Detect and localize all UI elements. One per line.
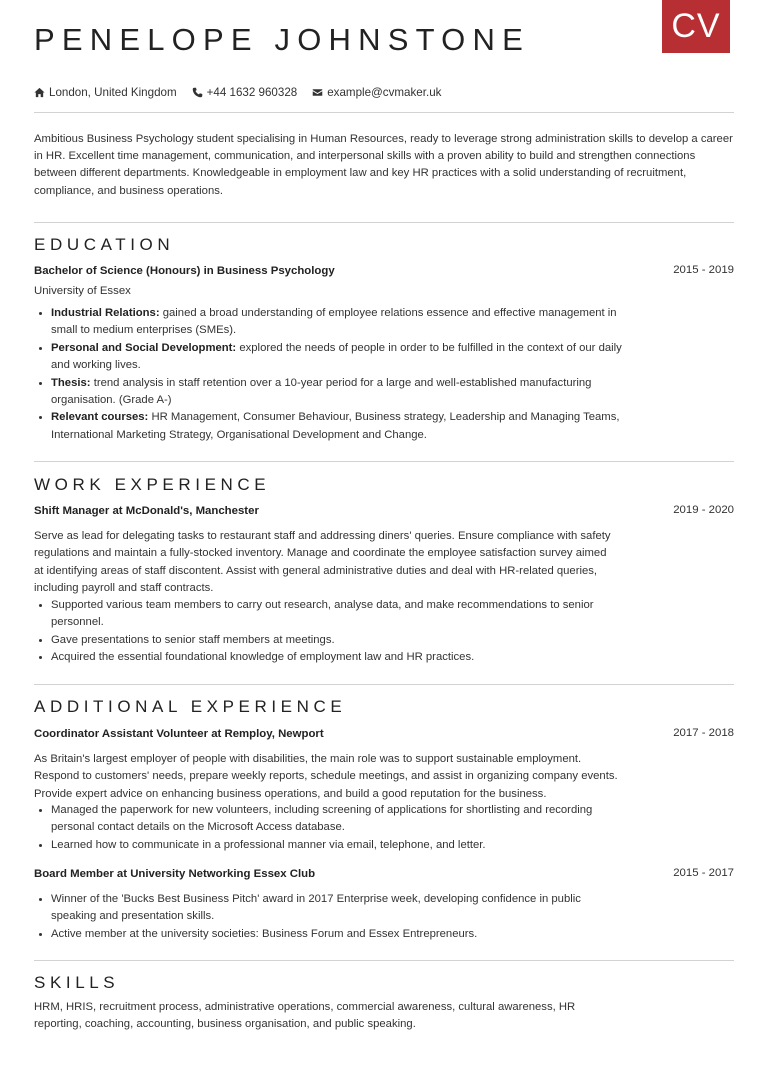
contact-phone-text: +44 1632 960328 <box>206 86 298 99</box>
list-item: • Thesis: trend analysis in staff retention over a 10-year period for a large and well-established manufacturing organisation. (Grade A-) <box>51 375 636 410</box>
volunteer-title: Coordinator Assistant Volunteer at Remploy, Newport <box>34 728 324 740</box>
contact-bar <box>34 86 441 99</box>
contact-phone[interactable] <box>192 86 298 99</box>
additional-experience-heading: ADDITIONAL EXPERIENCE <box>34 697 347 716</box>
home-icon <box>34 87 45 98</box>
job-date: 2019 - 2020 <box>673 504 734 516</box>
contact-location-text: London, United Kingdom <box>49 86 177 99</box>
list-item: • Supported various team members to carry out research, analyse data, and make recommendations to senior personnel. <box>51 597 636 632</box>
education-date: 2015 - 2019 <box>673 264 734 276</box>
divider <box>34 112 734 113</box>
skills-heading: SKILLS <box>34 973 120 992</box>
envelope-icon <box>312 87 323 98</box>
work-experience-heading: WORK EXPERIENCE <box>34 475 271 494</box>
contact-location <box>34 86 177 99</box>
board-member-date: 2015 - 2017 <box>673 867 734 879</box>
candidate-name: PENELOPE JOHNSTONE <box>34 22 530 57</box>
education-bullets <box>34 305 636 444</box>
board-member-title: Board Member at University Networking Essex Club <box>34 868 316 880</box>
list-item: • Managed the paperwork for new volunteers, including screening of applications for shortlisting and recording personal contact details on the Microsoft Access database. <box>51 802 611 837</box>
degree-title: Bachelor of Science (Honours) in Business Psychology <box>34 265 335 277</box>
list-item: • Winner of the 'Bucks Best Business Pitch' award in 2017 Enterprise week, developing confidence in public speaking and presentation skills. <box>51 891 626 926</box>
divider <box>34 461 734 462</box>
list-item: • Industrial Relations: gained a broad understanding of employee relations essence and effective management in small to medium enterprises (SMEs). <box>51 305 636 340</box>
university-name: University of Essex <box>34 285 131 297</box>
skills-list: HRM, HRIS, recruitment process, administrative operations, commercial awareness, cultural awareness, HR reporting, coaching, accounting, business organisation, and public speaking. <box>34 1001 576 1031</box>
job-bullets <box>34 597 636 667</box>
education-heading: EDUCATION <box>34 235 175 254</box>
phone-icon <box>192 87 203 98</box>
job-title: Shift Manager at McDonald's, Manchester <box>34 505 259 517</box>
list-item: • Acquired the essential foundational knowledge of employment law and HR practices. <box>51 649 636 666</box>
profile-summary: Ambitious Business Psychology student specialising in Human Resources, ready to leverage strong administration skills to develop a career in HR. Excellent time management, communication, and interpersonal skills with a proven ability to build and strengthen connections between different departments. Knowledgeable in employment law and key HR practices with a solid understanding of recruitment, compliance, and business operations. <box>34 133 733 197</box>
divider <box>34 684 734 685</box>
volunteer-bullets <box>34 802 611 854</box>
list-item: • Learned how to communicate in a professional manner via email, telephone, and letter. <box>51 837 611 854</box>
board-member-bullets <box>34 891 626 943</box>
divider <box>34 222 734 223</box>
contact-email[interactable] <box>312 86 441 99</box>
list-item: • Personal and Social Development: explored the needs of people in order to be fulfilled in the context of our daily and working lives. <box>51 340 636 375</box>
list-item: • Relevant courses: HR Management, Consumer Behaviour, Business strategy, Leadership and Managing Teams, International Marketing Strategy, Organisational Development and Change. <box>51 409 636 444</box>
contact-email-text: example@cvmaker.uk <box>327 86 442 99</box>
volunteer-description: As Britain's largest employer of people with disabilities, the main role was to support sustainable employment. Respond to customers' needs, prepare weekly reports, schedule meetings, and assist in organizing company events. Provide expert advice on enhancing business operations, and build a good reputation for the business. <box>34 753 618 800</box>
volunteer-date: 2017 - 2018 <box>673 727 734 739</box>
list-item: • Active member at the university societies: Business Forum and Essex Entrepreneurs. <box>51 926 626 943</box>
cv-badge: CV <box>662 0 730 53</box>
job-description: Serve as lead for delegating tasks to restaurant staff and addressing diners' queries. Ensure compliance with safety regulations and maintain a fully-stocked inventory. Manage and coordinate the employee satisfaction survey aimed at identifying areas of staff discontent. Assist with general administrative duties and deal with HR-related queries, including payroll and staff contracts. <box>34 530 611 595</box>
divider <box>34 960 734 961</box>
list-item: • Gave presentations to senior staff members at meetings. <box>51 632 636 649</box>
